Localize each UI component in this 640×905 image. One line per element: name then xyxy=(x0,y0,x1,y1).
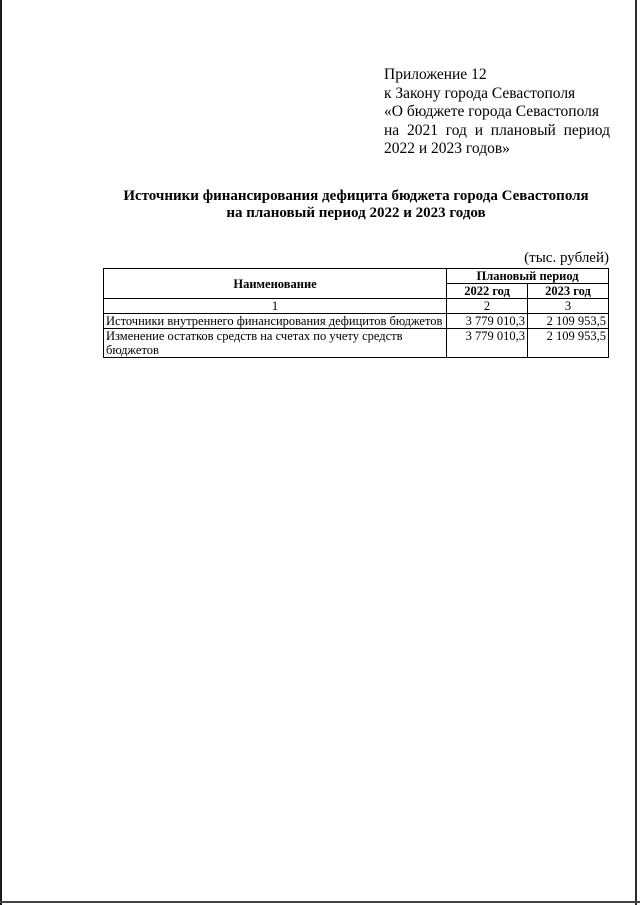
column-number-row xyxy=(104,299,609,314)
table-header-row xyxy=(104,269,609,284)
unit-label: (тыс. рублей) xyxy=(524,250,609,266)
scan-bottom-edge xyxy=(0,901,640,903)
appendix-law-years: 2022 и 2023 годов» xyxy=(384,140,510,157)
title-line-1: Источники финансирования дефицита бюджета города Севастополя xyxy=(123,188,589,204)
col-number-2: 2 xyxy=(447,299,528,314)
scan-right-edge xyxy=(635,0,637,905)
header-period: Плановый период xyxy=(447,269,609,284)
document-title xyxy=(100,188,612,222)
row-value-2022: 3 779 010,3 xyxy=(447,329,528,358)
row-name: Источники внутреннего финансирования дефицитов бюджетов xyxy=(104,314,447,329)
table-row xyxy=(104,329,609,358)
appendix-law-title: «О бюджете города Севастополя xyxy=(384,103,600,120)
col-number-3: 3 xyxy=(528,299,609,314)
row-value-2022: 3 779 010,3 xyxy=(447,314,528,329)
scan-left-edge xyxy=(0,0,2,905)
appendix-law-period: на 2021 год и плановый период xyxy=(384,121,610,139)
appendix-header xyxy=(384,66,610,159)
header-name: Наименование xyxy=(104,269,447,299)
header-year-2023: 2023 год xyxy=(528,284,609,299)
table-row xyxy=(104,314,609,329)
row-value-2023: 2 109 953,5 xyxy=(528,314,609,329)
title-line-2: на плановый период 2022 и 2023 годов xyxy=(226,205,486,221)
financing-sources-table xyxy=(103,268,609,358)
row-name: Изменение остатков средств на счетах по учету средств бюджетов xyxy=(104,329,447,358)
appendix-number: Приложение 12 xyxy=(384,66,487,83)
row-value-2023: 2 109 953,5 xyxy=(528,329,609,358)
header-year-2022: 2022 год xyxy=(447,284,528,299)
col-number-1: 1 xyxy=(104,299,447,314)
appendix-law-ref: к Закону города Севастополя xyxy=(384,84,576,102)
